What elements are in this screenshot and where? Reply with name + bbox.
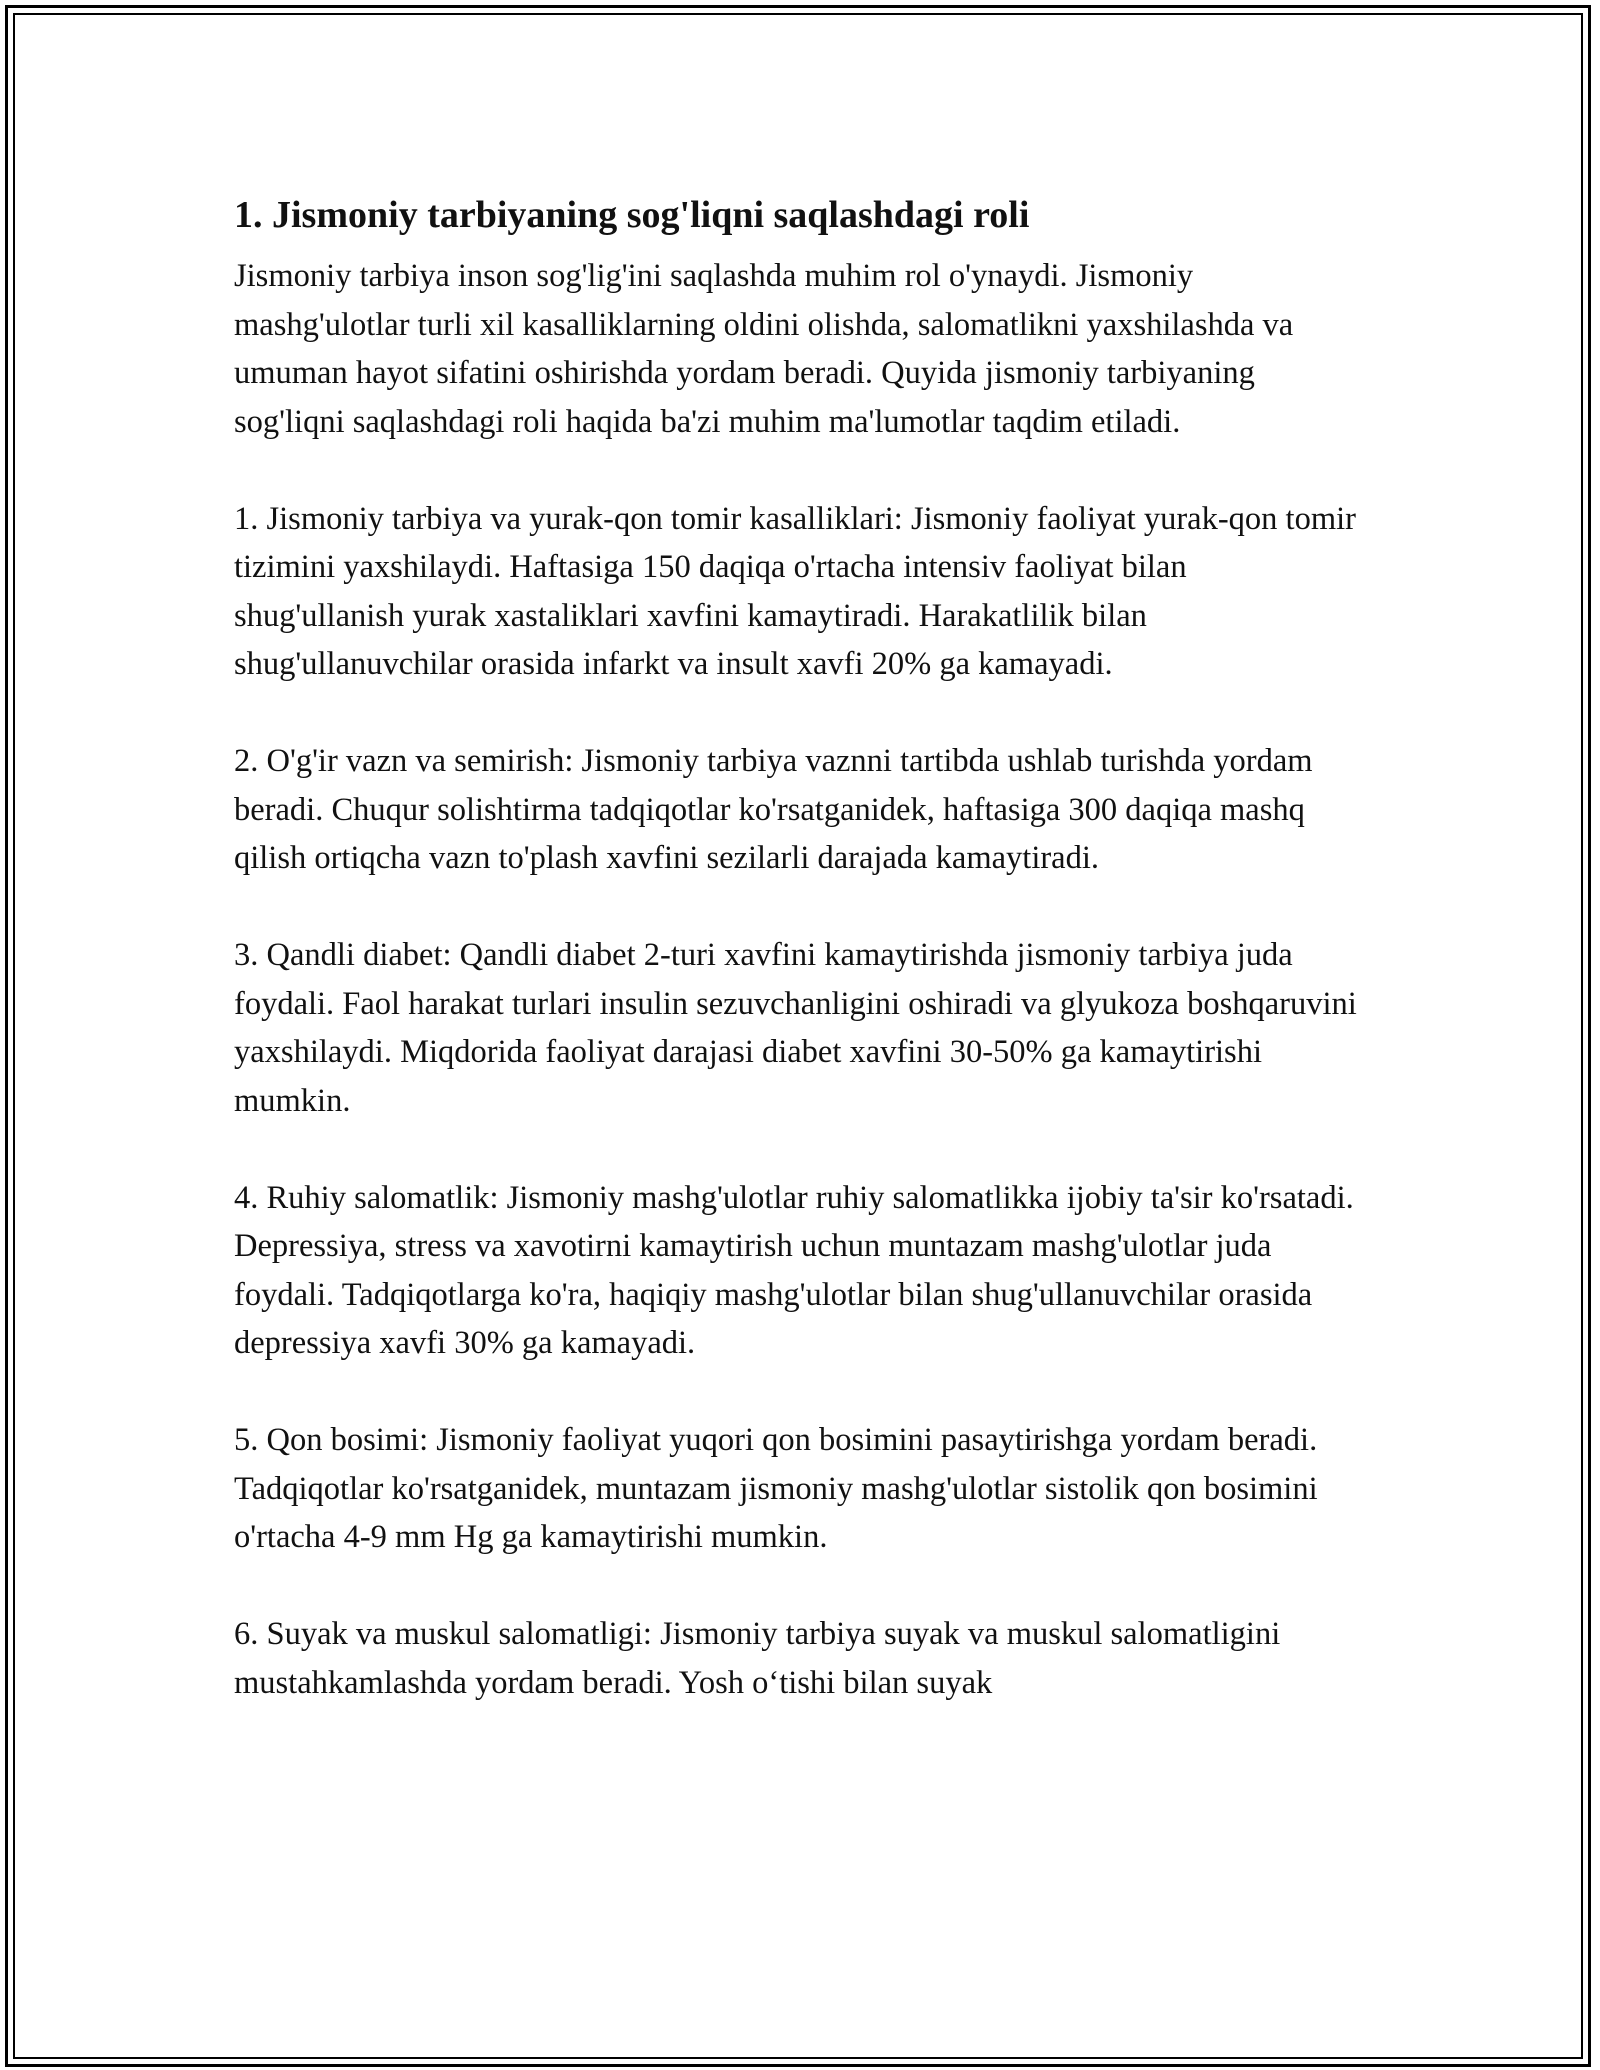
paragraph-blood-pressure: 5. Qon bosimi: Jismoniy faoliyat yuqori qon bosimini pasaytirishga yordam beradi. Tadqiqotlar ko'rsatganidek, muntazam jismoniy mashg'ulotlar sistolik qon bosimini o'rtacha 4-9 mm Hg ga kamaytirishi mumkin.: [234, 1422, 1318, 1555]
paragraph-cardiovascular: 1. Jismoniy tarbiya va yurak-qon tomir kasalliklari: Jismoniy faoliyat yurak-qon tomir tizimini yaxshilaydi. Haftasiga 150 daqiqa o'rtacha intensiv faoliyat bilan shug'ullanish yurak xastaliklari xavfini kamaytiradi. Harakatlilik bilan shug'ullanuvchilar orasida infarkt va insult xavfi 20% ga kamayadi.: [234, 500, 1356, 682]
intro-paragraph: Jismoniy tarbiya inson sog'lig'ini saqlashda muhim rol o'ynaydi. Jismoniy mashg'ulotlar turli xil kasalliklarning oldini olishda, salomatlikni yaxshilashda va umuman hayot sifatini oshirishda yordam beradi. Quyida jismoniy tarbiyaning sog'liqni saqlashdagi roli haqida ba'zi muhim ma'lumotlar taqdim etiladi.: [234, 258, 1294, 440]
document-body: [234, 182, 1364, 1756]
paragraph-bone-muscle: 6. Suyak va muskul salomatligi: Jismoniy tarbiya suyak va muskul salomatligini mustahkamlashda yordam beradi. Yosh oʻtishi bilan suyak: [234, 1616, 1281, 1701]
paragraph-mental-health: 4. Ruhiy salomatlik: Jismoniy mashg'ulotlar ruhiy salomatlikka ijobiy ta'sir ko'rsatadi. Depressiya, stress va xavotirni kamaytirish uchun muntazam mashg'ulotlar juda foydali. Tadqiqotlarga ko'ra, haqiqiy mashg'ulotlar bilan shug'ullanuvchilar orasida depressiya xavfi 30% ga kamayadi.: [234, 1179, 1354, 1361]
document-title: 1. Jismoniy tarbiyaning sog'liqni saqlashdagi roli: [234, 194, 1030, 236]
paragraph-weight: 2. O'g'ir vazn va semirish: Jismoniy tarbiya vaznni tartibda ushlab turishda yordam beradi. Chuqur solishtirma tadqiqotlar ko'rsatganidek, haftasiga 300 daqiqa mashq qilish ortiqcha vazn to'plash xavfini sezilarli darajada kamaytiradi.: [234, 743, 1313, 876]
paragraph-diabetes: 3. Qandli diabet: Qandli diabet 2-turi xavfini kamaytirishda jismoniy tarbiya juda foydali. Faol harakat turlari insulin sezuvchanligini oshiradi va glyukoza boshqaruvini yaxshilaydi. Miqdorida faoliyat darajasi diabet xavfini 30-50% ga kamaytirishi mumkin.: [234, 937, 1357, 1119]
